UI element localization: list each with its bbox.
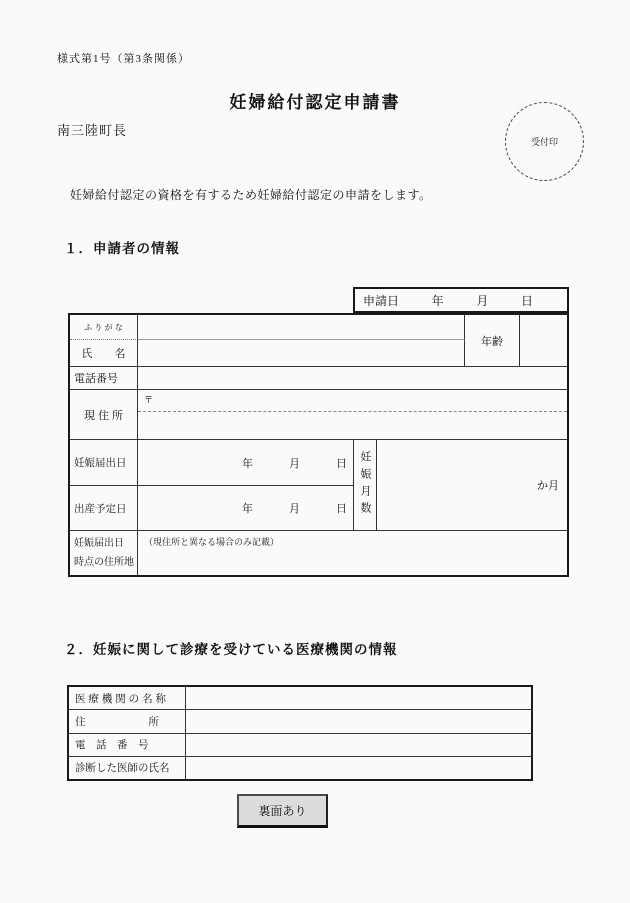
table-row bbox=[69, 734, 531, 757]
institution-phone-label: 電 話 番 号 bbox=[69, 734, 186, 756]
application-date-label: 申請日 bbox=[363, 293, 400, 308]
day-unit: 日 bbox=[336, 503, 347, 515]
current-address-label: 現 住 所 bbox=[70, 390, 138, 440]
day-unit: 日 bbox=[336, 457, 347, 470]
doctor-name-field[interactable] bbox=[186, 757, 531, 779]
postal-mark: 〒 bbox=[144, 395, 154, 405]
report-time-address-note: （現住所と異なる場合のみ記載） bbox=[144, 537, 280, 547]
year-unit: 年 bbox=[242, 503, 253, 515]
back-side-notice-label: 裏面あり bbox=[258, 804, 307, 818]
pregnancy-report-date-field[interactable] bbox=[138, 440, 354, 486]
institution-address-field[interactable] bbox=[186, 710, 531, 732]
expected-birth-date-label: 出産予定日 bbox=[70, 486, 138, 531]
report-time-address-label: 妊娠届出日 時点の住所地 bbox=[70, 531, 138, 575]
table-row bbox=[69, 687, 531, 710]
institution-name-field[interactable] bbox=[186, 687, 531, 709]
page-title: 妊婦給付認定申請書 bbox=[229, 93, 401, 112]
application-date-month-unit: 月 bbox=[476, 293, 489, 308]
year-unit: 年 bbox=[242, 457, 253, 470]
pregnancy-report-date-label: 妊娠届出日 bbox=[70, 440, 138, 486]
pregnancy-months-label: 妊娠月数 bbox=[354, 440, 377, 531]
month-unit: 月 bbox=[289, 503, 300, 515]
current-address-field[interactable] bbox=[138, 390, 567, 440]
postal-code-row[interactable] bbox=[138, 390, 567, 412]
application-date-box[interactable] bbox=[353, 287, 569, 313]
applicant-info-table bbox=[68, 313, 569, 577]
application-date-year-unit: 年 bbox=[431, 293, 444, 308]
section1-heading: １．申請者の情報 bbox=[64, 241, 180, 256]
phone-label: 電話番号 bbox=[70, 367, 138, 390]
section2-heading: ２．妊娠に関して診療を受けている医療機関の情報 bbox=[64, 642, 398, 657]
name-label: 氏 名 bbox=[70, 340, 138, 367]
furigana-label: ふ り が な bbox=[70, 315, 138, 340]
doctor-name-label: 診断した医師の氏名 bbox=[69, 757, 186, 779]
institution-name-label: 医 療 機 関 の 名 称 bbox=[69, 687, 186, 709]
furigana-field[interactable] bbox=[138, 315, 465, 340]
back-side-notice-box bbox=[237, 794, 328, 828]
name-field[interactable] bbox=[138, 340, 465, 367]
expected-birth-date-field[interactable] bbox=[138, 486, 354, 531]
reception-stamp-label: 受付印 bbox=[530, 137, 558, 147]
month-unit: 月 bbox=[289, 457, 300, 470]
reception-stamp-circle bbox=[505, 102, 584, 181]
pregnancy-months-field[interactable] bbox=[377, 440, 567, 531]
form-number: 様式第1号（第3条関係） bbox=[57, 53, 190, 65]
table-row bbox=[69, 710, 531, 733]
phone-field[interactable] bbox=[138, 367, 567, 390]
months-unit: か月 bbox=[537, 480, 559, 492]
addressee-mayor: 南三陸町長 bbox=[57, 123, 128, 138]
institution-phone-field[interactable] bbox=[186, 734, 531, 756]
medical-institution-table bbox=[67, 685, 533, 781]
report-time-address-field[interactable] bbox=[138, 531, 567, 575]
institution-address-label: 住 所 bbox=[69, 710, 186, 732]
age-field[interactable] bbox=[520, 315, 567, 367]
declaration-text: 妊婦給付認定の資格を有するため妊婦給付認定の申請をします。 bbox=[70, 188, 432, 202]
application-date-day-unit: 日 bbox=[520, 293, 533, 308]
age-label: 年齢 bbox=[465, 315, 520, 367]
table-row bbox=[69, 757, 531, 779]
